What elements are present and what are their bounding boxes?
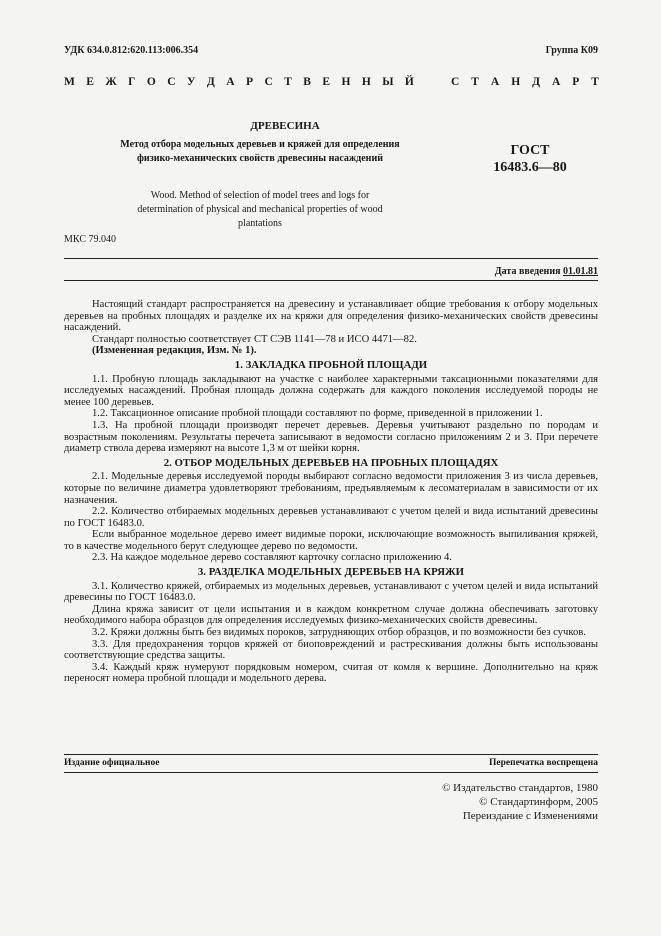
copyright-block <box>380 781 598 823</box>
banner-letter: Н <box>341 76 351 88</box>
banner-letter: С <box>451 76 460 88</box>
banner-letter: Т <box>591 76 599 88</box>
group-code: Группа К09 <box>545 45 598 56</box>
banner-letter: М <box>64 76 75 88</box>
banner-letter: Ы <box>382 76 394 88</box>
banner-letter: С <box>167 76 176 88</box>
banner-letter: Г <box>128 76 136 88</box>
document-subtitle: Метод отбора модельных деревьев и кряжей для определения физико-механических свойств древесины насаждений <box>120 139 400 164</box>
banner-letter: Ж <box>105 76 117 88</box>
banner-letter: Н <box>361 76 371 88</box>
banner-letter: Р <box>572 76 580 88</box>
paragraph: 2.2. Количество отбираемых модельных деревьев устанавливают с учетом целей и вида испытаний древесины по ГОСТ 16483.0. <box>64 506 598 529</box>
gost-label: ГОСТ <box>510 143 550 158</box>
banner-letter: Д <box>206 76 215 88</box>
standard-banner <box>64 76 599 88</box>
paragraph: Настоящий стандарт распространяется на древесину и устанавливает общие требования к отбору модельных деревьев на пробных площадях и разделке их на кряжи для определения физико-механических свойств древесины насаждений. <box>64 299 598 334</box>
paragraph: 3.4. Каждый кряж нумеруют порядковым номером, считая от комля к вершине. Дополнительно на кряж переносят номера пробной площади и модельного дерева. <box>64 661 598 685</box>
divider <box>64 258 598 259</box>
paragraph: 1.3. На пробной площади производят перечет деревьев. Деревья учитывают раздельно по породам и возрастным поколениям. Результаты перечета записывают в ведомости согласно приложениям 2 и 3. При перечете диаметр ствола дерева измеряют на высоте 1,3 м от шейки корня. <box>64 419 598 455</box>
banner-letter: Д <box>532 76 541 88</box>
copyright-line: © Стандартинформ, 2005 <box>479 796 598 808</box>
banner-word-standard <box>451 76 599 88</box>
udk-code: УДК 634.0.812:620.113:006.354 <box>64 45 199 56</box>
gost-designation <box>470 142 590 176</box>
english-title: Wood. Method of selection of model trees and logs for determination of physical and mechanical properties of wood plantations <box>137 190 383 229</box>
paragraph: 2.3. На каждое модельное дерево составляют карточку согласно приложению 4. <box>92 552 452 564</box>
paragraph: (Измененная редакция, Изм. № 1). <box>92 345 257 357</box>
paragraph: Стандарт полностью соответствует СТ СЭВ 1141—78 и ИСО 4471—82. <box>92 333 417 345</box>
paragraph: 1.2. Таксационное описание пробной площади составляют по форме, приведенной в приложении 1. <box>92 408 543 420</box>
banner-letter: Р <box>245 76 254 88</box>
banner-word-interstate <box>64 76 414 88</box>
banner-letter: С <box>264 76 273 88</box>
copyright-line: © Издательство стандартов, 1980 <box>442 782 598 794</box>
banner-letter: Т <box>471 76 479 88</box>
document-body <box>64 299 598 685</box>
banner-letter: Е <box>322 76 331 88</box>
banner-letter: У <box>187 76 196 88</box>
divider <box>64 754 598 755</box>
banner-letter: А <box>552 76 561 88</box>
section-heading: 2. ОТБОР МОДЕЛЬНЫХ ДЕРЕВЬЕВ НА ПРОБНЫХ ПЛОЩАДЯХ <box>163 456 499 469</box>
banner-letter: А <box>226 76 235 88</box>
mks-code: МКС 79.040 <box>64 234 116 245</box>
banner-letter: А <box>490 76 500 88</box>
banner-letter: Е <box>86 76 94 88</box>
official-edition: Издание официальное <box>64 758 160 768</box>
section-heading: 1. ЗАКЛАДКА ПРОБНОЙ ПЛОЩАДИ <box>234 358 428 371</box>
banner-letter: Й <box>404 76 414 88</box>
banner-letter: В <box>303 76 311 88</box>
paragraph: 3.3. Для предохранения торцов кряжей от биоповреждений и растрескивания должны быть использованы соответствующие средства защиты. <box>64 638 598 662</box>
banner-letter: Т <box>284 76 292 88</box>
banner-letter: Н <box>511 76 521 88</box>
paragraph: 2.1. Модельные деревья исследуемой породы выбирают согласно ведомости приложения 3 из числа деревьев, которые по величине диаметра удовлетворяют требованиям, предъявляемым к лесоматериалам в зависимости от их назначения. <box>64 471 598 506</box>
intro-date <box>380 266 598 277</box>
paragraph: 1.1. Пробную площадь закладывают на участке с наиболее характерными таксационными показателями для исследуемых насаждений. Пробная площадь должна содержать для каждого поколения исследуемой породы не менее 100 деревьев. <box>64 373 598 408</box>
paragraph: 3.1. Количество кряжей, отбираемых из модельных деревьев, устанавливают с учетом целей и вида испытаний древесины по ГОСТ 16483.0. <box>64 580 598 604</box>
paragraph: Длина кряжа зависит от цели испытания и в каждом конкретном случае должна обеспечивать заготовку необходимого набора образцов для определения исследуемых физико-механических свойств древесины. <box>64 603 598 627</box>
divider <box>64 772 598 773</box>
paragraph: Если выбранное модельное дерево имеет видимые пороки, исключающие возможность выпиливания кряжей, то в качестве модельного берут следующее дерево по ведомости. <box>64 529 598 552</box>
reprint-prohibited: Перепечатка воспрещена <box>488 758 598 768</box>
document-title: ДРЕВЕСИНА <box>250 120 320 132</box>
gost-number: 16483.6—80 <box>493 160 567 175</box>
reissue-note: Переиздание с Изменениями <box>462 810 598 822</box>
section-heading: 3. РАЗДЕЛКА МОДЕЛЬНЫХ ДЕРЕВЬЕВ НА КРЯЖИ <box>197 566 465 579</box>
paragraph: 3.2. Кряжи должны быть без видимых пороков, затрудняющих отбор образцов, и по возможности без сучков. <box>92 627 586 639</box>
banner-letter: О <box>146 76 156 88</box>
divider <box>64 280 598 281</box>
intro-date-value: 01.01.81 <box>563 266 598 277</box>
intro-date-label: Дата введения <box>494 266 561 277</box>
